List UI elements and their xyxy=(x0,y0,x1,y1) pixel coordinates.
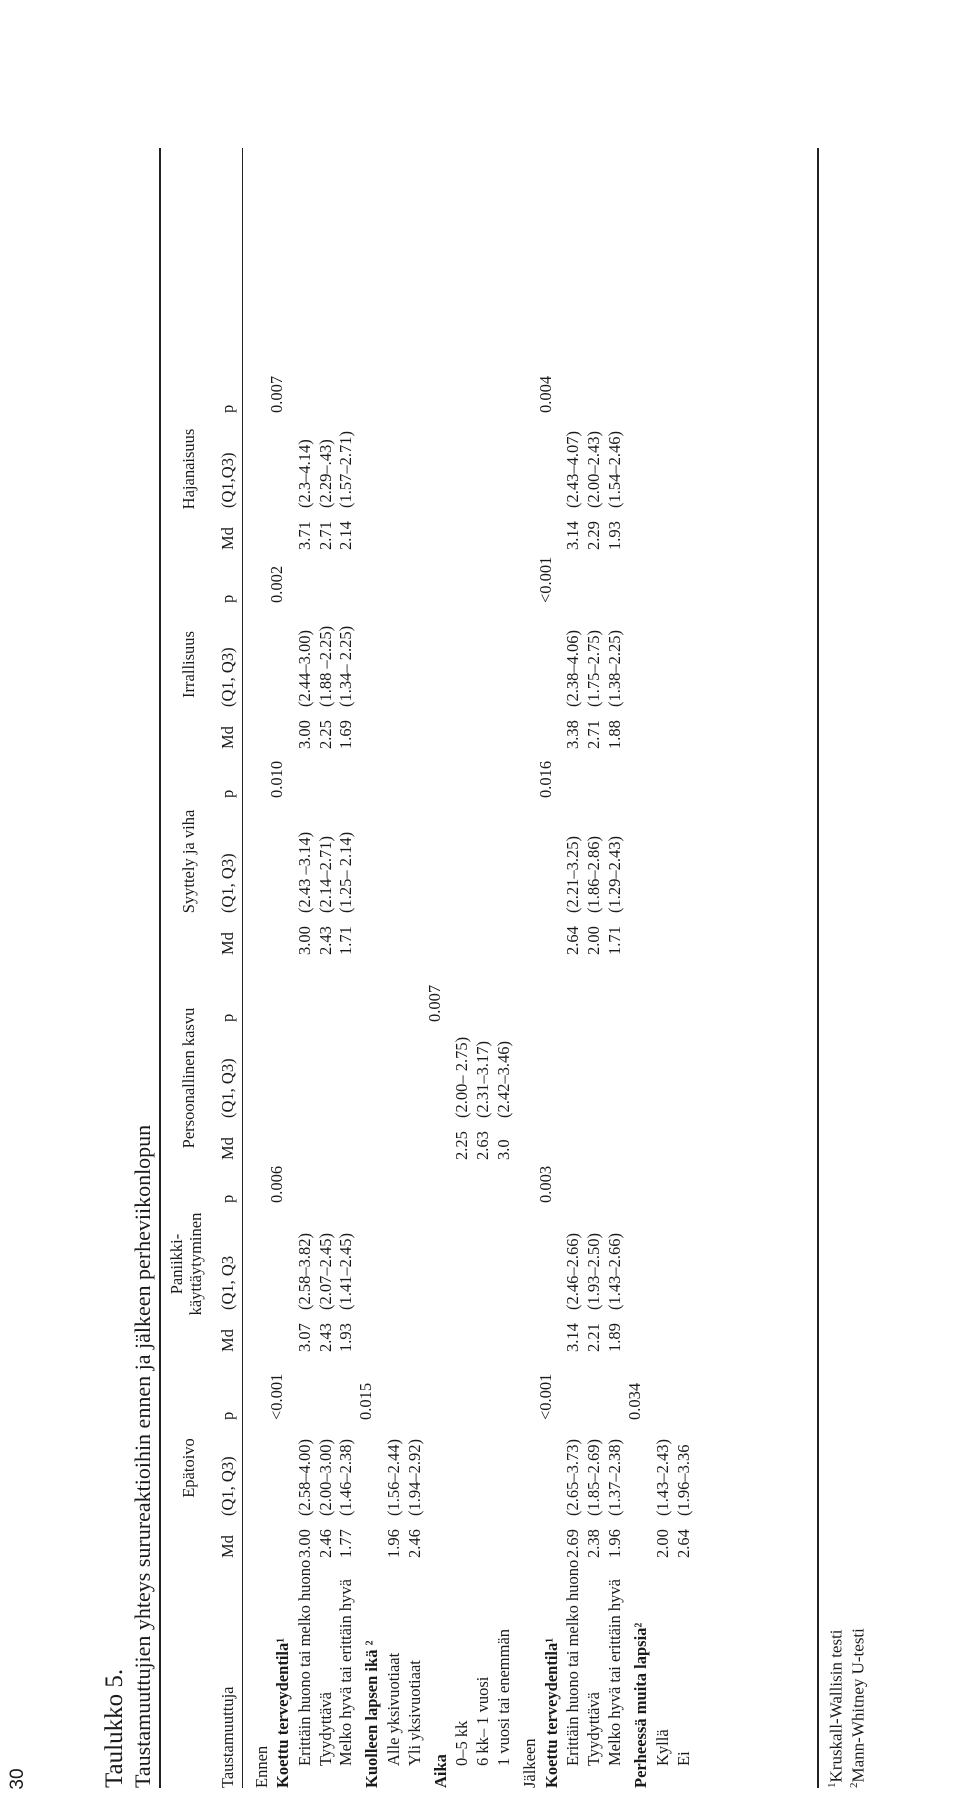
column-subheader: p xyxy=(218,789,237,798)
quartile-range: (2.07–2.45) xyxy=(316,1233,335,1310)
p-value: 0.002 xyxy=(267,565,286,603)
bottom-rule xyxy=(817,148,819,1788)
column-subheader: (Q1, Q3) xyxy=(218,853,237,913)
quartile-range: (1.85–2.69) xyxy=(584,1439,603,1516)
column-subheader: Md xyxy=(218,1137,237,1160)
quartile-range: (2.43 –3.14) xyxy=(295,831,314,913)
median-value: 2.63 xyxy=(473,1131,492,1160)
median-value: 1.96 xyxy=(384,1529,403,1558)
median-value: 1.96 xyxy=(605,1529,624,1558)
p-value: 0.015 xyxy=(356,1382,375,1420)
quartile-range: (2.58–4.00) xyxy=(295,1439,314,1516)
quartile-range: (2.58–3.82) xyxy=(295,1233,314,1310)
section-heading: Jälkeen xyxy=(520,1738,539,1788)
section-heading: Ennen xyxy=(252,1745,271,1788)
category-label: 0–5 kk xyxy=(452,1720,471,1766)
column-group-heading: Persoonallinen kasvu xyxy=(179,1007,198,1149)
column-subheader: Md xyxy=(218,1329,237,1352)
variable-heading: Koettu terveydentila¹ xyxy=(542,1637,561,1788)
column-subheader: Md xyxy=(218,527,237,550)
footnote-1-text: Kruskall-Wallisin testi xyxy=(826,1629,846,1783)
median-value: 3.38 xyxy=(563,720,582,749)
category-label: 6 kk– 1 vuosi xyxy=(473,1676,492,1766)
category-label: Kyllä xyxy=(653,1729,672,1766)
p-value: <0.001 xyxy=(536,556,555,603)
quartile-range: (2.21–3.25) xyxy=(563,836,582,913)
median-value: 2.46 xyxy=(316,1529,335,1558)
p-value: 0.007 xyxy=(267,375,286,413)
table-caption-label: Taulukko 5. xyxy=(101,1668,128,1788)
quartile-range: (2.31–3.17) xyxy=(473,1041,492,1118)
column-subheader: (Q1, Q3) xyxy=(218,647,237,707)
quartile-range: (1.86–2.86) xyxy=(584,836,603,913)
footnote-2-mark: 2 xyxy=(848,1782,860,1788)
quartile-range: (2.42–3.46) xyxy=(494,1041,513,1118)
median-value: 3.14 xyxy=(563,1323,582,1352)
p-value: 0.007 xyxy=(425,984,444,1022)
median-value: 2.25 xyxy=(316,720,335,749)
category-label: Alle yksivuotiaat xyxy=(384,1652,403,1766)
p-value: <0.001 xyxy=(267,1373,286,1420)
quartile-range: (1.43–2.66) xyxy=(605,1233,624,1310)
median-value: 1.89 xyxy=(605,1323,624,1352)
median-value: 2.71 xyxy=(584,720,603,749)
median-value: 1.71 xyxy=(336,926,355,955)
median-value: 2.64 xyxy=(563,926,582,955)
category-label: 1 vuosi tai enemmän xyxy=(494,1628,513,1766)
quartile-range: (2.3–4.14) xyxy=(295,439,314,508)
column-subheader: p xyxy=(218,594,237,603)
quartile-range: (1.54–2.46) xyxy=(605,431,624,508)
category-label: Ei xyxy=(674,1751,693,1766)
quartile-range: (2.00–3.00) xyxy=(316,1439,335,1516)
median-value: 3.14 xyxy=(563,521,582,550)
footnote-1-mark: 1 xyxy=(826,1782,838,1788)
median-value: 3.00 xyxy=(295,1529,314,1558)
column-subheader: p xyxy=(218,404,237,413)
median-value: 1.71 xyxy=(605,926,624,955)
footnote-2-text: Mann-Whitney U-testi xyxy=(848,1628,868,1783)
median-value: 1.69 xyxy=(336,720,355,749)
median-value: 2.29 xyxy=(584,521,603,550)
median-value: 2.21 xyxy=(584,1323,603,1352)
column-group-heading: Epätoivo xyxy=(179,1438,198,1498)
p-value: 0.034 xyxy=(625,1382,644,1420)
quartile-range: (2.00– 2.75) xyxy=(452,1036,471,1118)
column-subheader: Md xyxy=(218,726,237,749)
category-label: Erittäin huono tai melko huono xyxy=(563,1559,582,1766)
quartile-range: (1.43–2.43) xyxy=(653,1439,672,1516)
quartile-range: (2.44–3.00) xyxy=(295,630,314,707)
median-value: 1.93 xyxy=(605,521,624,550)
median-value: 2.69 xyxy=(563,1529,582,1558)
median-value: 2.46 xyxy=(405,1529,424,1558)
median-value: 3.71 xyxy=(295,521,314,550)
p-value: 0.006 xyxy=(267,1165,286,1203)
quartile-range: (1.46–2.38) xyxy=(336,1439,355,1516)
quartile-range: (1.93–2.50) xyxy=(584,1233,603,1310)
median-value: 2.64 xyxy=(674,1529,693,1558)
column-subheader: p xyxy=(218,1194,237,1203)
column-subheader: (Q1, Q3) xyxy=(218,1456,237,1516)
variable-heading: Koettu terveydentila¹ xyxy=(273,1637,292,1788)
quartile-range: (1.96–3.36 xyxy=(674,1444,693,1516)
quartile-range: (2.00–2.43) xyxy=(584,431,603,508)
quartile-range: (1.38–2.25) xyxy=(605,630,624,707)
column-group-heading: Hajanaisuus xyxy=(179,428,198,510)
quartile-range: (1.25– 2.14) xyxy=(336,831,355,913)
column-group-heading: Paniikki- käyttäytyminen xyxy=(167,1212,205,1316)
footnote-1 xyxy=(826,1629,847,1788)
column-subheader: p xyxy=(218,1411,237,1420)
page-number: 30 xyxy=(7,1768,28,1790)
quartile-range: (2.38–4.06) xyxy=(563,630,582,707)
median-value: 3.07 xyxy=(295,1323,314,1352)
rotated-table-page xyxy=(100,0,920,1808)
median-value: 2.14 xyxy=(336,521,355,550)
median-value: 2.38 xyxy=(584,1529,603,1558)
quartile-range: (1.56–2.44) xyxy=(384,1439,403,1516)
category-label: Melko hyvä tai erittäin hyvä xyxy=(336,1579,355,1766)
quartile-range: (2.14–2.71) xyxy=(316,836,335,913)
quartile-range: (1.75–2.75) xyxy=(584,630,603,707)
quartile-range: (1.94–2.92) xyxy=(405,1439,424,1516)
p-value: 0.004 xyxy=(536,375,555,413)
quartile-range: (1.41–2.45) xyxy=(336,1233,355,1310)
category-label: Tyydyttävä xyxy=(316,1692,335,1766)
median-value: 1.77 xyxy=(336,1529,355,1558)
median-value: 2.00 xyxy=(653,1529,672,1558)
footnote-2 xyxy=(848,1628,869,1788)
quartile-range: (2.43–4.07) xyxy=(563,431,582,508)
row-header-label: Taustamuuttuja xyxy=(218,1686,237,1788)
column-subheader: Md xyxy=(218,1535,237,1558)
median-value: 2.43 xyxy=(316,926,335,955)
variable-heading: Perheessä muita lapsia² xyxy=(631,1622,650,1788)
column-group-heading: Irrallisuus xyxy=(179,631,198,698)
quartile-range: (1.29–2.43) xyxy=(605,836,624,913)
variable-heading: Aika xyxy=(431,1754,450,1788)
median-value: 2.43 xyxy=(316,1323,335,1352)
quartile-range: (2.29–.43) xyxy=(316,439,335,508)
quartile-range: (2.46–2.66) xyxy=(563,1233,582,1310)
p-value: 0.016 xyxy=(536,760,555,798)
quartile-range: (1.37–2.38) xyxy=(605,1439,624,1516)
category-label: Tyydyttävä xyxy=(584,1692,603,1766)
median-value: 3.00 xyxy=(295,720,314,749)
column-group-heading: Syyttely ja viha xyxy=(179,809,198,914)
top-rule xyxy=(159,148,161,1788)
column-subheader: p xyxy=(218,1013,237,1022)
median-value: 3.0 xyxy=(494,1139,513,1160)
median-value: 2.25 xyxy=(452,1131,471,1160)
quartile-range: (1.34– 2.25) xyxy=(336,625,355,707)
category-label: Yli yksivuotiaat xyxy=(405,1660,424,1766)
p-value: 0.010 xyxy=(267,760,286,798)
variable-heading: Kuolleen lapsen ikä ² xyxy=(362,1640,381,1788)
quartile-range: (1.57–2.71) xyxy=(336,431,355,508)
column-subheader: (Q1, Q3) xyxy=(218,1058,237,1118)
header-rule xyxy=(242,148,243,1788)
median-value: 2.71 xyxy=(316,521,335,550)
median-value: 3.00 xyxy=(295,926,314,955)
median-value: 1.88 xyxy=(605,720,624,749)
category-label: Melko hyvä tai erittäin hyvä xyxy=(605,1579,624,1766)
column-subheader: (Q1,Q3) xyxy=(218,452,237,508)
median-value: 2.00 xyxy=(584,926,603,955)
table-caption-title: Taustamuuttujien yhteys surureaktioihin ennen ja jälkeen perheviikonlopun xyxy=(130,1124,155,1788)
column-subheader: Md xyxy=(218,932,237,955)
p-value: <0.001 xyxy=(536,1373,555,1420)
median-value: 1.93 xyxy=(336,1323,355,1352)
column-subheader: (Q1, Q3 xyxy=(218,1255,237,1310)
quartile-range: (2.65–3.73) xyxy=(563,1439,582,1516)
p-value: 0.003 xyxy=(536,1165,555,1203)
quartile-range: (1.88 –2.25) xyxy=(316,625,335,707)
category-label: Erittäin huono tai melko huono xyxy=(295,1559,314,1766)
